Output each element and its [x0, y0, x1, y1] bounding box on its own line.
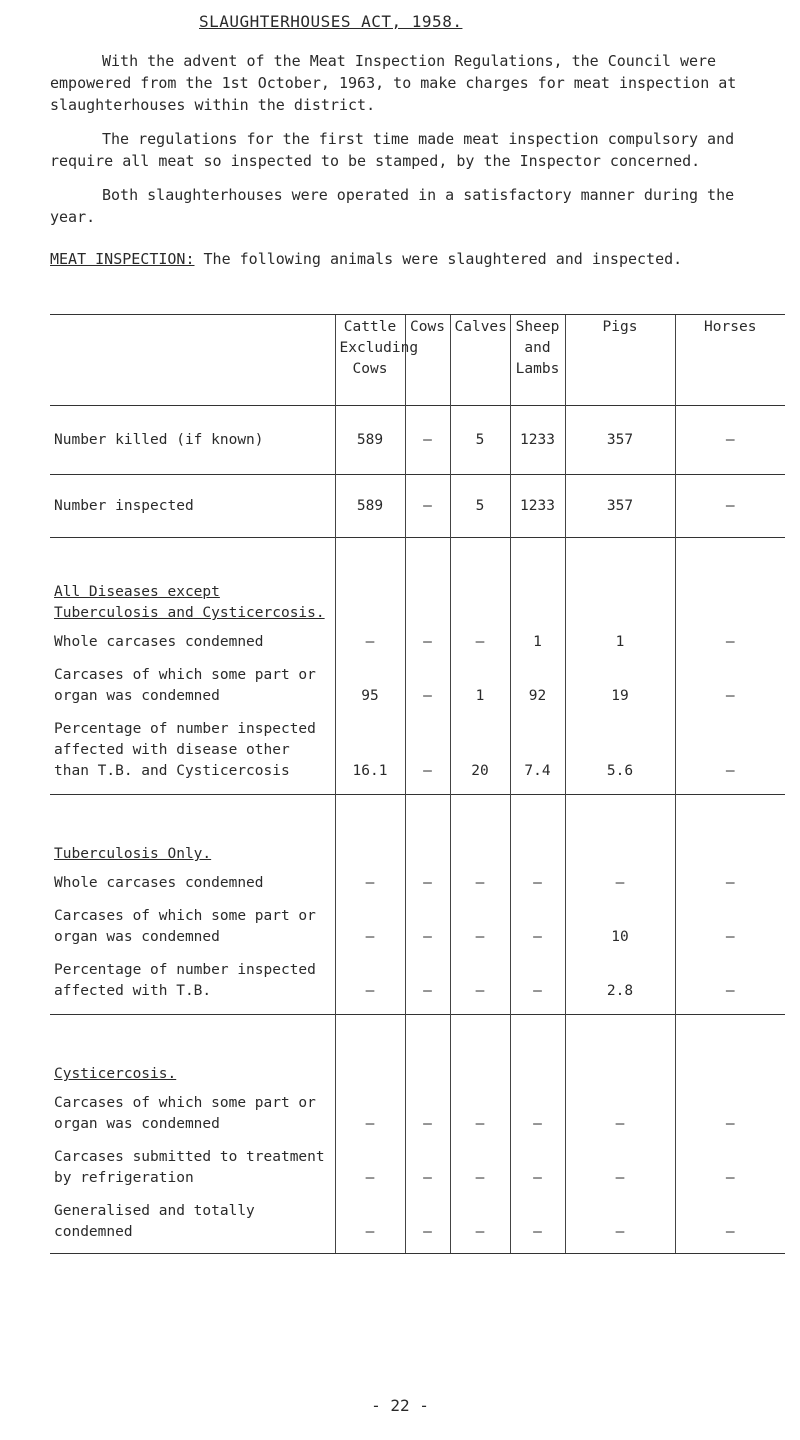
table-cell: 2.8 [565, 960, 675, 1015]
paragraph-3: Both slaughterhouses were operated in a satisfactory manner during the year. [50, 186, 735, 226]
table-cell: – [405, 406, 450, 475]
table-cell: – [450, 960, 510, 1015]
table-cell: 5.6 [565, 719, 675, 795]
section-title-text: Tuberculosis Only. [54, 846, 212, 862]
column-header: Horses [675, 315, 785, 406]
table-cell: – [405, 960, 450, 1015]
table-cell: – [510, 873, 565, 906]
column-header: Cattle Excluding Cows [335, 315, 405, 406]
table-cell: – [335, 632, 405, 665]
table-cell: – [450, 1201, 510, 1254]
column-header: Calves [450, 315, 510, 406]
table-cell: – [405, 1201, 450, 1254]
table-cell: – [510, 1147, 565, 1201]
table-cell: – [405, 665, 450, 719]
table-cell: – [335, 873, 405, 906]
table-cell: – [675, 475, 785, 538]
row-label: Percentage of number inspected affected with T.B. [54, 962, 316, 999]
table-cell: – [450, 906, 510, 960]
section-header-row [50, 1015, 785, 1094]
table-cell: – [675, 665, 785, 719]
table-row [50, 475, 785, 538]
table-cell: – [675, 1093, 785, 1147]
meat-inspection-label: MEAT INSPECTION: [50, 250, 195, 268]
section-title [50, 538, 335, 633]
table-cell: – [675, 960, 785, 1015]
table-cell: 1 [450, 665, 510, 719]
table-cell: 10 [565, 906, 675, 960]
meat-inspection-text: The following animals were slaughtered and inspected. [194, 250, 683, 268]
table-cell: 5 [450, 475, 510, 538]
table-cell: 357 [565, 475, 675, 538]
table-cell: – [450, 632, 510, 665]
table-row [50, 406, 785, 475]
table-cell: – [335, 1201, 405, 1254]
table-cell: – [335, 906, 405, 960]
table-row [50, 719, 785, 795]
table-cell: – [510, 1093, 565, 1147]
table-cell: 19 [565, 665, 675, 719]
row-label: Number killed (if known) [50, 406, 335, 475]
page-heading: SLAUGHTERHOUSES ACT, 1958. [199, 12, 463, 31]
table-cell: – [565, 873, 675, 906]
table-cell: 589 [335, 406, 405, 475]
table-cell: – [405, 1093, 450, 1147]
table-cell: – [675, 406, 785, 475]
table-cell: – [335, 1093, 405, 1147]
table-row [50, 906, 785, 960]
row-label: Carcases of which some part or organ was condemned [54, 667, 316, 704]
column-header: Sheep and Lambs [510, 315, 565, 406]
table-cell: – [510, 1201, 565, 1254]
page-number: - 22 - [371, 1396, 429, 1415]
table-cell: 357 [565, 406, 675, 475]
section-title [50, 795, 335, 874]
table-row [50, 1201, 785, 1254]
table-row [50, 1093, 785, 1147]
row-label: Whole carcases condemned [54, 875, 264, 891]
table-cell: 92 [510, 665, 565, 719]
table-cell: 20 [450, 719, 510, 795]
header-blank [50, 315, 335, 406]
table-row [50, 960, 785, 1015]
column-header: Cows [405, 315, 450, 406]
table-cell: – [565, 1093, 675, 1147]
table-cell: 7.4 [510, 719, 565, 795]
section-header-row [50, 795, 785, 874]
paragraph-1: With the advent of the Meat Inspection Regulations, the Council were empowered from the 1st October, 1963, to make charges for meat inspection at slaughterhouses within the district. [50, 52, 737, 114]
section-title [50, 1015, 335, 1094]
table-cell: – [565, 1147, 675, 1201]
table-row [50, 873, 785, 906]
table-cell: – [450, 873, 510, 906]
table-cell: – [510, 960, 565, 1015]
table-cell: – [405, 632, 450, 665]
column-header: Pigs [565, 315, 675, 406]
table-cell: – [450, 1147, 510, 1201]
table-cell: – [335, 960, 405, 1015]
table-cell: 1 [510, 632, 565, 665]
table-cell: – [675, 1201, 785, 1254]
row-label: Percentage of number inspected affected with disease other than T.B. and Cysticercosis [54, 721, 316, 779]
inspection-table [50, 314, 785, 1254]
table-cell: 1233 [510, 406, 565, 475]
paragraph-2: The regulations for the first time made meat inspection compulsory and require all meat so inspected to be stamped, by the Inspector concerned. [50, 130, 735, 170]
table-cell: – [450, 1093, 510, 1147]
row-label: Number inspected [50, 475, 335, 538]
table-cell: – [675, 906, 785, 960]
table-cell: 95 [335, 665, 405, 719]
table-cell: 1 [565, 632, 675, 665]
table-cell: – [675, 632, 785, 665]
section-title-text: Cysticercosis. [54, 1066, 177, 1082]
table-row [50, 665, 785, 719]
table-cell: 589 [335, 475, 405, 538]
table-header-row [50, 315, 785, 406]
table-cell: – [510, 906, 565, 960]
table-cell: 1233 [510, 475, 565, 538]
row-label: Carcases submitted to treatment by refrigeration [54, 1149, 325, 1186]
table-cell: 16.1 [335, 719, 405, 795]
section-title-text: All Diseases except Tuberculosis and Cysticercosis. [54, 584, 325, 621]
table-cell: – [335, 1147, 405, 1201]
row-label: Carcases of which some part or organ was condemned [54, 1095, 316, 1132]
row-label: Whole carcases condemned [54, 634, 264, 650]
table-cell: – [405, 873, 450, 906]
row-label: Carcases of which some part or organ was condemned [54, 908, 316, 945]
table-row [50, 1147, 785, 1201]
table-cell: – [675, 719, 785, 795]
table-row [50, 632, 785, 665]
table-cell: – [405, 475, 450, 538]
meat-inspection-intro [50, 250, 682, 268]
table-cell: – [565, 1201, 675, 1254]
table-cell: – [405, 906, 450, 960]
section-header-row [50, 538, 785, 633]
row-label: Generalised and totally condemned [50, 1201, 335, 1254]
table-cell: – [405, 1147, 450, 1201]
table-cell: 5 [450, 406, 510, 475]
table-cell: – [675, 1147, 785, 1201]
table-cell: – [675, 873, 785, 906]
table-cell: – [405, 719, 450, 795]
